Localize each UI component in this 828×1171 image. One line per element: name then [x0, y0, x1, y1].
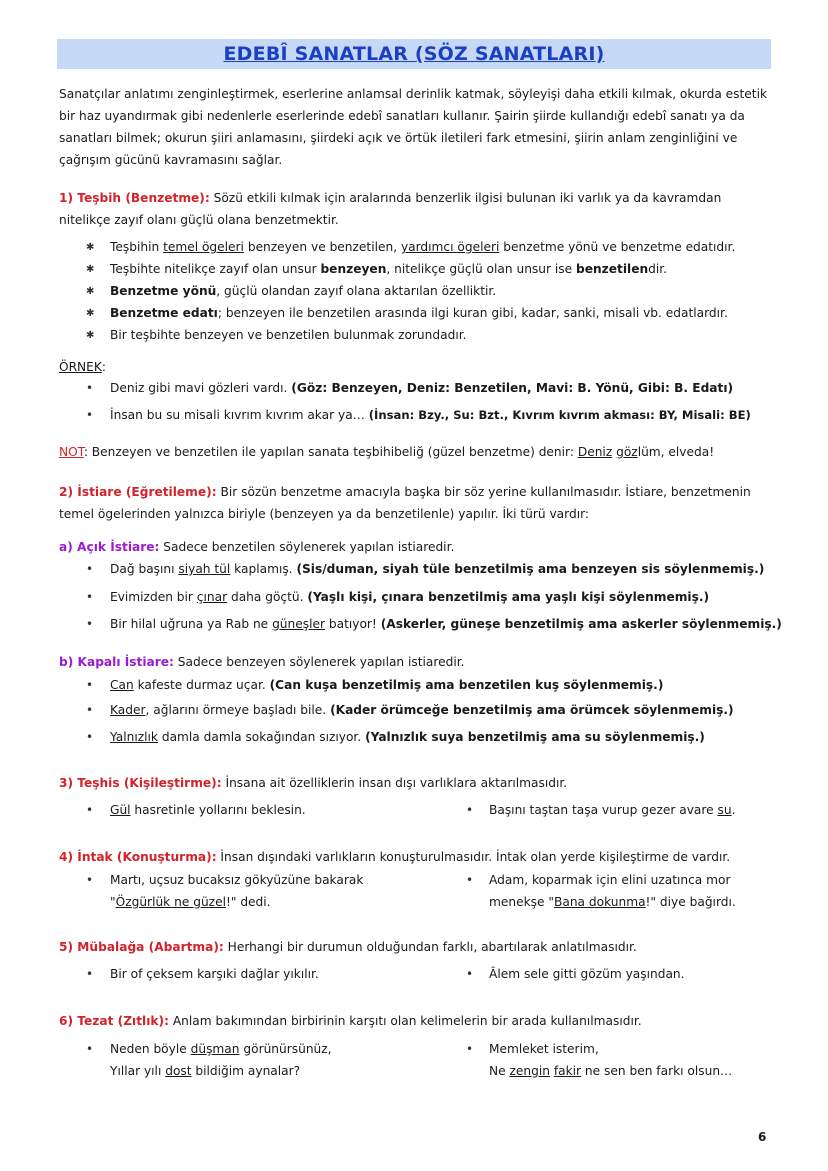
mubalaga-example-left: Bir of çeksem karşıki dağlar yıkılır.: [110, 967, 319, 981]
acik-example-3: Bir hilal uğruna ya Rab ne güneşler batıyor! (Askerler, güneşe benzetilmiş ama askerler söylenmemiş.): [110, 617, 782, 631]
intak-heading: 4) İntak (Konuşturma):: [59, 850, 217, 864]
intak-example-right-1: Adam, koparmak için elini uzatınca mor: [489, 873, 731, 887]
kapali-example-3: Yalnızlık damla damla sokağından sızıyor. (Yalnızlık suya benzetilmiş ama su söylenmemiş.): [110, 730, 705, 744]
bullet-dot-icon: •: [86, 730, 94, 744]
title-bar: [57, 39, 771, 69]
tezat-line: 6) Tezat (Zıtlık): Anlam bakımından birbirinin karşıtı olan kelimelerin bir arada kullanılmasıdır.: [59, 1014, 642, 1028]
mubalaga-example-right: Âlem sele gitti gözüm yaşından.: [489, 967, 685, 981]
istiare-paragraph: [59, 481, 771, 525]
page-number: 6: [758, 1130, 767, 1144]
bullet-dot-icon: •: [86, 967, 94, 981]
intak-line: 4) İntak (Konuşturma): İnsan dışındaki varlıkların konuşturulmasıdır. İntak olan yerde kişileştirme de vardır.: [59, 850, 731, 864]
bullet-dot-icon: •: [86, 1042, 94, 1056]
bullet-star-icon: ✱: [86, 286, 95, 297]
teshbih-bullet-5: Bir teşbihte benzeyen ve benzetilen bulunmak zorundadır.: [110, 328, 467, 342]
teshbih-bullet-3: Benzetme yönü, güçlü olandan zayıf olana aktarılan özelliktir.: [110, 284, 497, 298]
tezat-example-left-2: Yıllar yılı dost bildiğim aynalar?: [110, 1064, 301, 1078]
example-label-line: ÖRNEK:: [59, 360, 106, 374]
bullet-star-icon: ✱: [86, 242, 95, 253]
page-title: EDEBÎ SANATLAR (SÖZ SANATLARI): [223, 43, 605, 65]
istiare-desc: Bir sözün benzetme amacıyla başka bir söz yerine kullanılmasıdır. İstiare, benzetmenin temel ögelerinden yalnızca biriyle (benzeyen ya da benzetilenle) yapılır. İki türü vardır:: [59, 485, 751, 521]
bullet-dot-icon: •: [466, 873, 474, 887]
bullet-dot-icon: •: [86, 873, 94, 887]
acik-example-2: Evimizden bir çınar daha göçtü. (Yaşlı kişi, çınara benzetilmiş ama yaşlı kişi söylenmemiş.): [110, 590, 710, 604]
teshbih-note: NOT: Benzeyen ve benzetilen ile yapılan sanata teşbihibeliğ (güzel benzetme) denir: Deniz gözlüm, elveda!: [59, 445, 715, 459]
bullet-dot-icon: •: [86, 562, 94, 576]
teshis-line: 3) Teşhis (Kişileştirme): İnsana ait özelliklerin insan dışı varlıklara aktarılmasıdır.: [59, 776, 568, 790]
intak-example-left-2: "Özgürlük ne güzel!" dedi.: [110, 895, 271, 909]
bullet-star-icon: ✱: [86, 264, 95, 275]
teshbih-example-2: İnsan bu su misali kıvrım kıvrım akar ya… (İnsan: Bzy., Su: Bzt., Kıvrım kıvrım akması: BY, Misali: BE): [110, 408, 751, 422]
bullet-dot-icon: •: [86, 678, 94, 692]
bullet-star-icon: ✱: [86, 330, 95, 341]
bullet-dot-icon: •: [466, 1042, 474, 1056]
kapali-example-2: Kader, ağlarını örmeye başladı bile. (Kader örümceğe benzetilmiş ama örümcek söylenmemiş.): [110, 703, 734, 717]
bullet-dot-icon: •: [86, 703, 94, 717]
acik-istiare-line: a) Açık İstiare: Sadece benzetilen söylenerek yapılan istiaredir.: [59, 540, 455, 554]
teshis-example-left: Gül hasretinle yollarını beklesin.: [110, 803, 306, 817]
teshbih-example-1: Deniz gibi mavi gözleri vardı. (Göz: Benzeyen, Deniz: Benzetilen, Mavi: B. Yönü, Gibi: B. Edatı): [110, 381, 734, 395]
intak-example-left-1: Martı, uçsuz bucaksız gökyüzüne bakarak: [110, 873, 364, 887]
bullet-star-icon: ✱: [86, 308, 95, 319]
teshbih-heading: 1) Teşbih (Benzetme):: [59, 191, 210, 205]
kapali-example-1: Can kafeste durmaz uçar. (Can kuşa benzetilmiş ama benzetilen kuş söylenmemiş.): [110, 678, 664, 692]
tezat-example-right-2: Ne zengin fakir ne sen ben farkı olsun…: [489, 1064, 733, 1078]
note-label: NOT: [59, 445, 84, 459]
bullet-dot-icon: •: [86, 617, 94, 631]
bullet-dot-icon: •: [86, 590, 94, 604]
bullet-dot-icon: •: [86, 803, 94, 817]
acik-istiare-heading: a) Açık İstiare:: [59, 540, 160, 554]
example-label: ÖRNEK: [59, 360, 102, 374]
teshis-heading: 3) Teşhis (Kişileştirme):: [59, 776, 222, 790]
istiare-heading: 2) İstiare (Eğretileme):: [59, 485, 217, 499]
tezat-example-left-1: Neden böyle düşman görünürsünüz,: [110, 1042, 332, 1056]
tezat-example-right-1: Memleket isterim,: [489, 1042, 599, 1056]
teshbih-paragraph: [59, 187, 771, 231]
tezat-heading: 6) Tezat (Zıtlık):: [59, 1014, 169, 1028]
bullet-dot-icon: •: [466, 803, 474, 817]
bullet-dot-icon: •: [86, 381, 94, 395]
bullet-dot-icon: •: [86, 408, 94, 422]
teshbih-desc: Sözü etkili kılmak için aralarında benzerlik ilgisi bulunan iki varlık ya da kavramdan nitelikçe zayıf olanı güçlü olana benzetmektir.: [59, 191, 722, 227]
intro-paragraph: Sanatçılar anlatımı zenginleştirmek, eserlerine anlamsal derinlik katmak, söyleyişi daha etkili kılmak, okurda estetik bir haz uyandırmak gibi nedenlerle eserlerinde edebî sanatları kullanır. Şairin şiirde kullandığı edebî sanatı ya da sanatları bilmek; okurun şiiri anlamasını, şiirdeki açık ve örtük iletileri fark etmesini, şiirin anlam zenginliğini ve çağrışım gücünü kavramasını sağlar.: [59, 87, 768, 167]
kapali-istiare-heading: b) Kapalı İstiare:: [59, 655, 174, 669]
acik-example-1: Dağ başını siyah tül kaplamış. (Sis/duman, siyah tüle benzetilmiş ama benzeyen sis söylenmemiş.): [110, 562, 765, 576]
teshbih-bullet-1: Teşbihin temel ögeleri benzeyen ve benzetilen, yardımcı ögeleri benzetme yönü ve benzetme edatıdır.: [110, 240, 736, 254]
bullet-dot-icon: •: [466, 967, 474, 981]
mubalaga-heading: 5) Mübalağa (Abartma):: [59, 940, 224, 954]
teshbih-bullet-4: Benzetme edatı; benzeyen ile benzetilen arasında ilgi kuran gibi, kadar, sanki, misali vb. edatlardır.: [110, 306, 728, 320]
teshbih-bullet-2: Teşbihte nitelikçe zayıf olan unsur benzeyen, nitelikçe güçlü olan unsur ise benzetilendir.: [110, 262, 668, 276]
teshis-example-right: Başını taştan taşa vurup gezer avare su.: [489, 803, 736, 817]
kapali-istiare-line: b) Kapalı İstiare: Sadece benzeyen söylenerek yapılan istiaredir.: [59, 655, 465, 669]
intak-example-right-2: menekşe "Bana dokunma!" diye bağırdı.: [489, 895, 736, 909]
mubalaga-line: 5) Mübalağa (Abartma): Herhangi bir durumun olduğundan farklı, abartılarak anlatılmasıdır.: [59, 940, 637, 954]
